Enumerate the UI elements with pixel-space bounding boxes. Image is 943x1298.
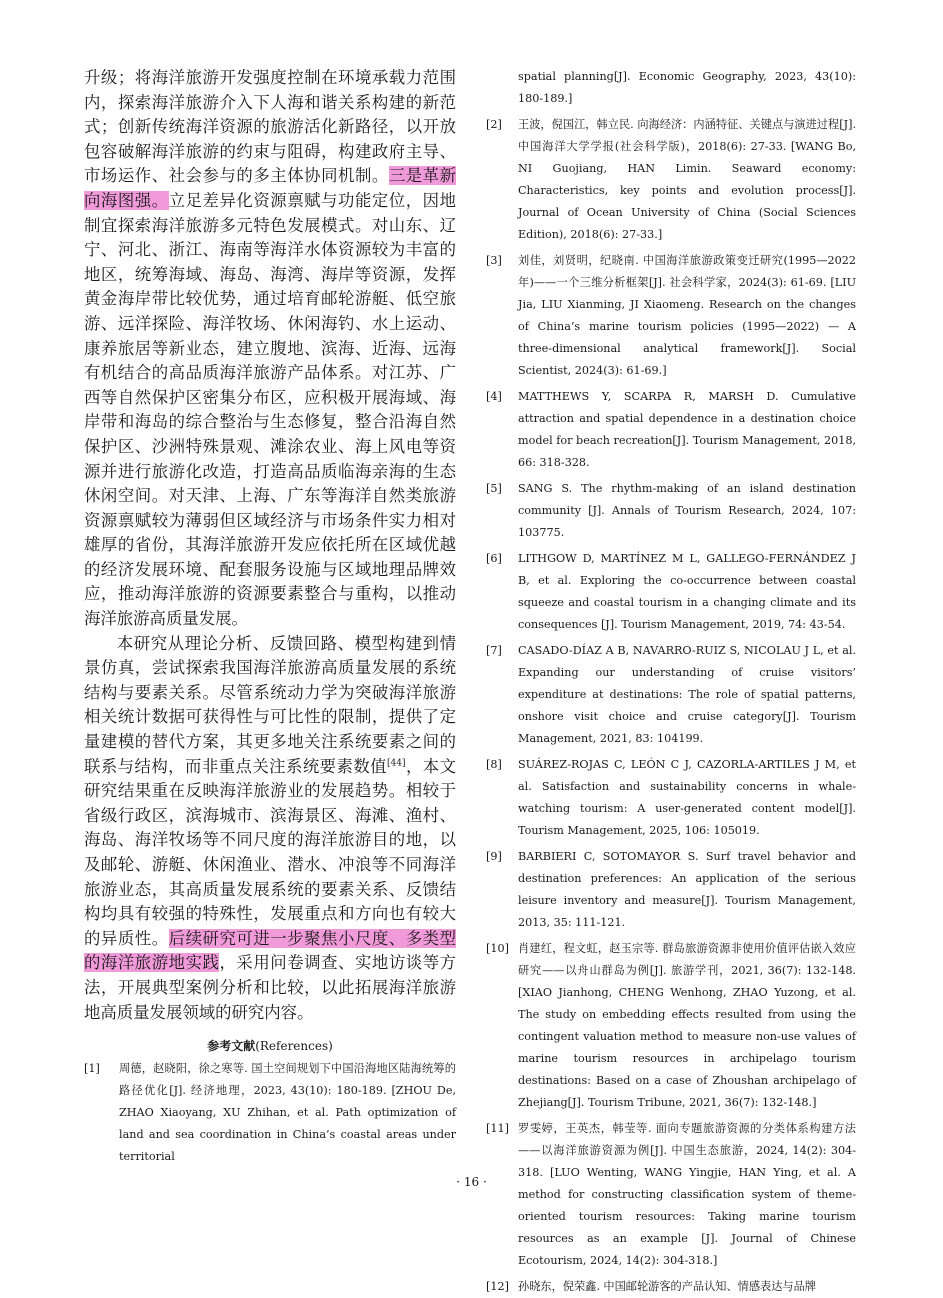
reference-item [486,1276,856,1298]
reference-item [486,846,856,934]
reference-text: 王波，倪国江，韩立民. 向海经济：内涵特征、关键点与演进过程[J]. 中国海洋大学学报(社会科学版)，2018(6): 27-33. [WANG Bo, NI Guojiang, HAN Limin. Seaward economy: Characteristics, key points and evolution process[J]. Journal of Ocean University of China (Social Sciences Edition), 2018(6): 27-33.] [518,118,856,241]
reference-text: 刘佳，刘贤明，纪晓南. 中国海洋旅游政策变迁研究(1995—2022年)——一个三维分析框架[J]. 社会科学家，2024(3): 61-69. [LIU Jia, LIU Xianming, JI Xiaomeng. Research on the changes of China’s marine tourism policies (1995—2022) — A three-dimensional analytical framework[J]. Social Scientist, 2024(3): 61-69.] [518,254,856,377]
reference-item [486,938,856,1114]
references-left-column [84,1058,456,1168]
reference-text: CASADO-DÍAZ A B, NAVARRO-RUIZ S, NICOLAU J L, et al. Expanding our understanding of cruise visitors’ expenditure at destinations: The role of spatial patterns, onshore visit choice and cruise category[J]. Tourism Management, 2021, 83: 104199. [518,644,856,745]
reference-number: [9] [486,850,502,863]
reference-text: LITHGOW D, MARTÍNEZ M L, GALLEGO-FERNÁNDEZ J B, et al. Exploring the co-occurrence between coastal squeeze and coastal tourism in a changing climate and its consequences [J]. Tourism Management, 2019, 74: 43-54. [518,552,856,631]
reference-text: 周德，赵晓阳，徐之寒等. 国土空间规划下中国沿海地区陆海统筹的路径优化[J]. 经济地理，2023, 43(10): 180-189. [ZHOU De, ZHAO Xiaoyang, XU Zhihan, et al. Path optimization of land and sea coordination in China’s coastal areas under territorial [119,1062,456,1163]
highlighted-text: 三是革新向海图强。 [84,166,457,210]
paragraph-text: 本研究从理论分析、反馈回路、模型构建到情景仿真，尝试探索我国海洋旅游高质量发展的系统结构与要素关系。尽管系统动力学为突破海洋旅游相关统计数据可获得性与可比性的限制，提供了定量建模的替代方案，其更多地关注系统要素之间的联系与结构，而非重点关注系统要素数值 [84,633,456,776]
reference-item [486,1118,856,1272]
reference-item [486,114,856,246]
paragraph-text: ，采用问卷调查、实地访谈等方法，开展典型案例分析和比较，以此拓展海洋旅游地高质量发展领域的研究内容。 [84,953,457,1022]
reference-text: SUÁREZ-ROJAS C, LEÓN C J, CAZORLA-ARTILES J M, et al. Satisfaction and sustainability concerns in whale-watching tourism: A user-generated content model[J]. Tourism Management, 2025, 106: 105019. [518,758,856,837]
references-right-column [486,66,856,1298]
paragraph-text: 立足差异化资源禀赋与功能定位，因地制宜探索海洋旅游多元特色发展模式。对山东、辽宁、河北、浙江、海南等海洋水体资源较为丰富的地区，统筹海域、海岛、海湾、海岸等资源，发挥黄金海岸带比较优势，通过培育邮轮游艇、低空旅游、远洋探险、海洋牧场、休闲海钓、水上运动、康养旅居等新业态，建立腹地、滨海、近海、远海有机结合的高品质海洋旅游产品体系。对江苏、广西等自然保护区密集分布区，应积极开展海域、海岸带和海岛的综合整治与生态修复，整合沿海自然保护区、沙洲特殊景观、滩涂农业、海上风电等资源并进行旅游化改造，打造高品质临海亲海的生态休闲空间。对天津、上海、广东等海洋自然类旅游资源禀赋较为薄弱但区域经济与市场条件实力相对雄厚的省份，其海洋旅游开发应依托所在区域优越的经济发展环境、配套服务设施与区域地理品牌效应，推动海洋旅游的资源要素整合与重构，以推动海洋旅游高质量发展。 [84,190,457,629]
reference-number: [10] [486,942,509,955]
paragraph-text: ，本文研究结果重在反映海洋旅游业的发展趋势。相较于省级行政区，滨海城市、滨海景区、海滩、渔村、海岛、海洋牧场等不同尺度的海洋旅游目的地，以及邮轮、游艇、休闲渔业、潜水、冲浪等不同海洋旅游业态，其高质量发展系统的要素关系、反馈结构均具有较强的特殊性，发展重点和方向也有较大的异质性。 [84,756,457,948]
reference-item [486,478,856,544]
highlighted-text: 后续研究可进一步聚焦小尺度、多类型的海洋旅游地实践 [84,928,457,973]
reference-number: [1] [84,1062,100,1075]
reference-item [486,386,856,474]
reference-text: 肖建红，程文虹，赵玉宗等. 群岛旅游资源非使用价值评估嵌入效应研究——以舟山群岛为例[J]. 旅游学刊，2021, 36(7): 132-148. [XIAO Jianhong, CHENG Wenhong, ZHAO Yuzong, et al. The study on embedding effects resulted from using the contingent valuation method to measure non-use values of marine tourism resources in archipelago tourism destinations: Based on a case of Zhoushan archipelago of Zhejiang[J]. Tourism Tribune, 2021, 36(7): 132-148.] [518,942,856,1109]
reference-number: [7] [486,644,502,657]
body-text-left-column [84,66,456,1025]
reference-number: [5] [486,482,502,495]
reference-number: [12] [486,1280,509,1293]
reference-text: 罗雯婷，王英杰，韩莹等. 面向专题旅游资源的分类体系构建方法——以海洋旅游资源为例[J]. 中国生态旅游，2024, 14(2): 304-318. [LUO Wenting, WANG Yingjie, HAN Ying, et al. A method for constructing classification system of theme-oriented tourism resources: Taking marine tourism resources as an example [J]. Journal of Chinese Ecotourism, 2024, 14(2): 304-318.] [518,1122,856,1267]
reference-text: MATTHEWS Y, SCARPA R, MARSH D. Cumulative attraction and spatial dependence in a destination choice model for beach recreation[J]. Tourism Management, 2018, 66: 318-328. [518,390,856,469]
reference-number: [11] [486,1122,509,1135]
reference-number: [8] [486,758,502,771]
body-paragraph-2 [84,632,456,1026]
reference-item [486,250,856,382]
page-number: · 16 · [456,1175,487,1189]
references-heading-zh: 参考文献 [207,1039,256,1053]
reference-text: 孙晓东，倪荣鑫. 中国邮轮游客的产品认知、情感表达与品牌 [518,1280,816,1293]
citation-superscript: [44] [387,758,406,769]
reference-text: SANG S. The rhythm-making of an island destination community [J]. Annals of Tourism Research, 2024, 107: 103775. [518,482,856,539]
reference-item [486,640,856,750]
reference-number: [3] [486,254,502,267]
paragraph-text: 升级；将海洋旅游开发强度控制在环境承载力范围内，探索海洋旅游介入下人海和谐关系构建的新范式；创新传统海洋资源的旅游活化新路径，以开放包容破解海洋旅游的约束与阻碍，构建政府主导、市场运作、社会参与的多主体协同机制。 [84,68,456,186]
reference-text: spatial planning[J]. Economic Geography, 2023, 43(10): 180-189.] [518,70,856,105]
reference-text: BARBIERI C, SOTOMAYOR S. Surf travel behavior and destination preferences: An application of the serious leisure inventory and measure[J]. Tourism Management, 2013, 35: 111-121. [518,850,856,929]
reference-item [486,754,856,842]
reference-number: [6] [486,552,502,565]
reference-item [486,66,856,110]
references-heading [84,1037,456,1054]
references-heading-en: (References) [255,1039,333,1053]
body-paragraph-1 [84,66,456,632]
reference-number: [2] [486,118,502,131]
reference-item [84,1058,456,1168]
reference-item [486,548,856,636]
reference-number: [4] [486,390,502,403]
